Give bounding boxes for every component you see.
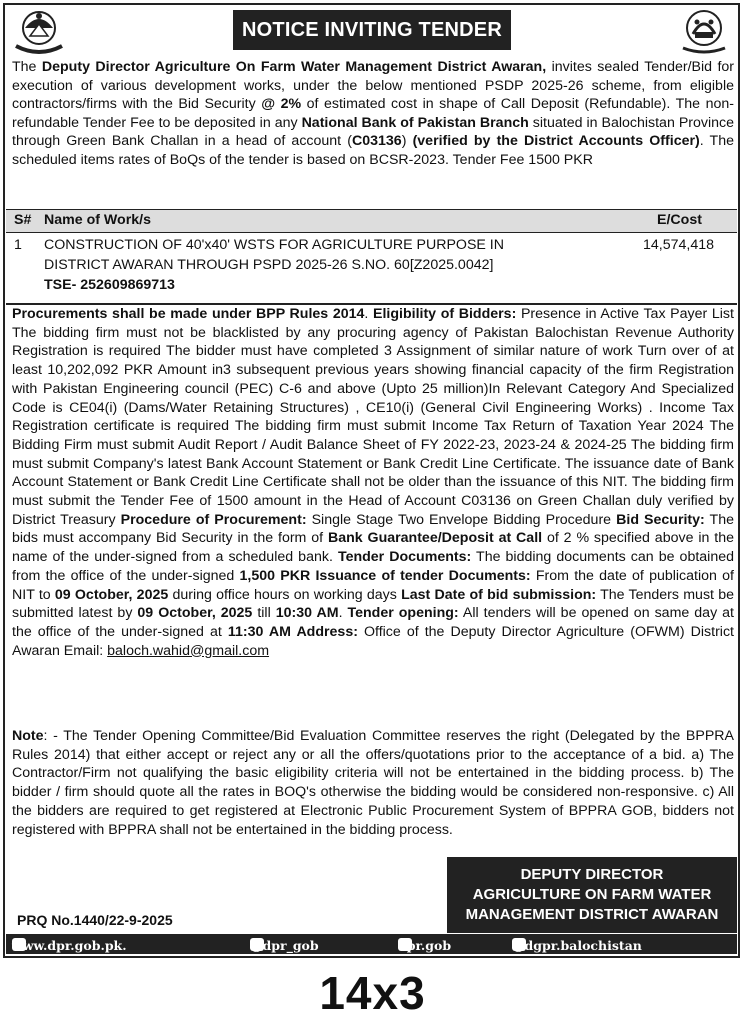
footer-bar: www.dpr.gob.pk. @dpr_gob dpr.gob @dgpr.balochistan bbox=[6, 934, 737, 954]
intro-paragraph: The Deputy Director Agriculture On Farm Water Management District Awaran, invites sealed Tender/Bid for execution of various development works, under the below mentioned PSDP 2025-26 scheme, from eligible contractors/firms with the Bid Security @ 2% of estimated cost in shape of Call Deposit (Refundable). The non-refundable Tender Fee to be deposited in any National Bank of Pakistan Branch situated in Balochistan Province through Green Bank Challan in a head of account (C03136) (verified by the District Accounts Officer). The scheduled items rates of BoQs of the tender is based on BCSR-2023. Tender Fee 1500 PKR bbox=[12, 59, 735, 168]
col-sn-header: S# bbox=[14, 212, 32, 228]
terms-paragraph: Procurements shall be made under BPP Rules 2014. Eligibility of Bidders: Presence in Active Tax Payer List The bidding firm must not be blacklisted by any procuring agency of Pakistan Balochistan Revenue Authority Registration is required The bidder must have completed 3 Assignment of similar nature of work Turn over of at least 10,202,092 PKR Amount in3 subsequent previous years showing financial capacity of the firm Registration with Pakistan Engineering council (PEC) C-6 and above (Upto 25 million)In Relevant Category And Specialized Code is CE04(i) (Dams/Water Retaining Structures) , CE10(i) (General Civil Engineering Works) . Income Tax Registration certificate is required The bidding firm must submit Income Tax Return of Taxation Year 2024 The Bidding Firm must submit Audit Report / Audit Balance Sheet of FY 2022-23, 2023-24 & 2024-25 The bidding firm must submit Company's latest Bank Account Statement or Bank Credit Line Certificate. The issuance date of Bank Account Statement or Bank Credit Line Certificate shall not be older than the issuance of this NIT. The bidding firm must submit the Tender Fee of 1500 amount in the Head of Account C03136 on Green Challan duly verified by District Treasury Procedure of Procurement: Single Stage Two Envelope Bidding Procedure Bid Security: The bids must accompany Bid Security in the form of Bank Guarantee/Deposit at Call of 2 % specified above in the name of the under-signed from a scheduled bank. Tender Documents: The bidding documents can be obtained from the office of the under-signed 1,500 PKR Issuance of tender Documents: From the date of publication of NIT to 09 October, 2025 during office hours on working days Last Date of bid submission: The Tenders must be submitted latest by 09 October, 2025 till 10:30 AM. Tender opening: All tenders will be opened on same day at the office of the under-signed at 11:30 AM Address: Office of the Deputy Director Agriculture (OFWM) District Awaran Email: baloch.wahid@gmail.com bbox=[12, 306, 734, 659]
ad-size-label: 14x3 bbox=[319, 967, 426, 1019]
row-work bbox=[44, 235, 564, 295]
email-link[interactable]: baloch.wahid@gmail.com bbox=[107, 642, 270, 659]
col-name-header: Name of Work/s bbox=[44, 212, 151, 228]
notes-paragraph: Note: - The Tender Opening Committee/Bid Evaluation Committee reserves the right (Delegated by the BPPRA Rules 2014) that either accept or reject any or all the offers/quotations prior to the acceptance of a bid. a) The Contractor/Firm not qualifying the basic eligibility criteria will not be entertained in the bidding process. b) The bidder / firm should quote all the rates in BOQ's otherwise the bidding would be considered non-responsive. c) All the bidders are required to get registered at Electronic Public Procurement System of BPPRA GOB, bidders not registered with BPPRA shall not be entertained in the bidding process. bbox=[12, 728, 734, 838]
row-tse: TSE- 252609869713 bbox=[44, 277, 175, 293]
row-work-description: CONSTRUCTION OF 40'x40' WSTS FOR AGRICULTURE PURPOSE IN DISTRICT AWARAN THROUGH PSPD 2025-26 S.NO. 60[Z2025.0042] bbox=[44, 237, 504, 273]
prq-number: PRQ No.1440/22-9-2025 bbox=[17, 912, 173, 928]
signature-block: DEPUTY DIRECTOR AGRICULTURE ON FARM WATER MANAGEMENT DISTRICT AWARAN bbox=[447, 857, 737, 933]
row-sn: 1 bbox=[14, 237, 22, 253]
department-logo-icon bbox=[675, 6, 733, 58]
balochistan-emblem-icon bbox=[10, 6, 68, 58]
table-header bbox=[6, 209, 737, 233]
col-cost-header: E/Cost bbox=[657, 212, 702, 228]
row-cost: 14,574,418 bbox=[643, 237, 715, 253]
notice-title: NOTICE INVITING TENDER bbox=[233, 10, 511, 50]
table-row bbox=[6, 233, 737, 303]
